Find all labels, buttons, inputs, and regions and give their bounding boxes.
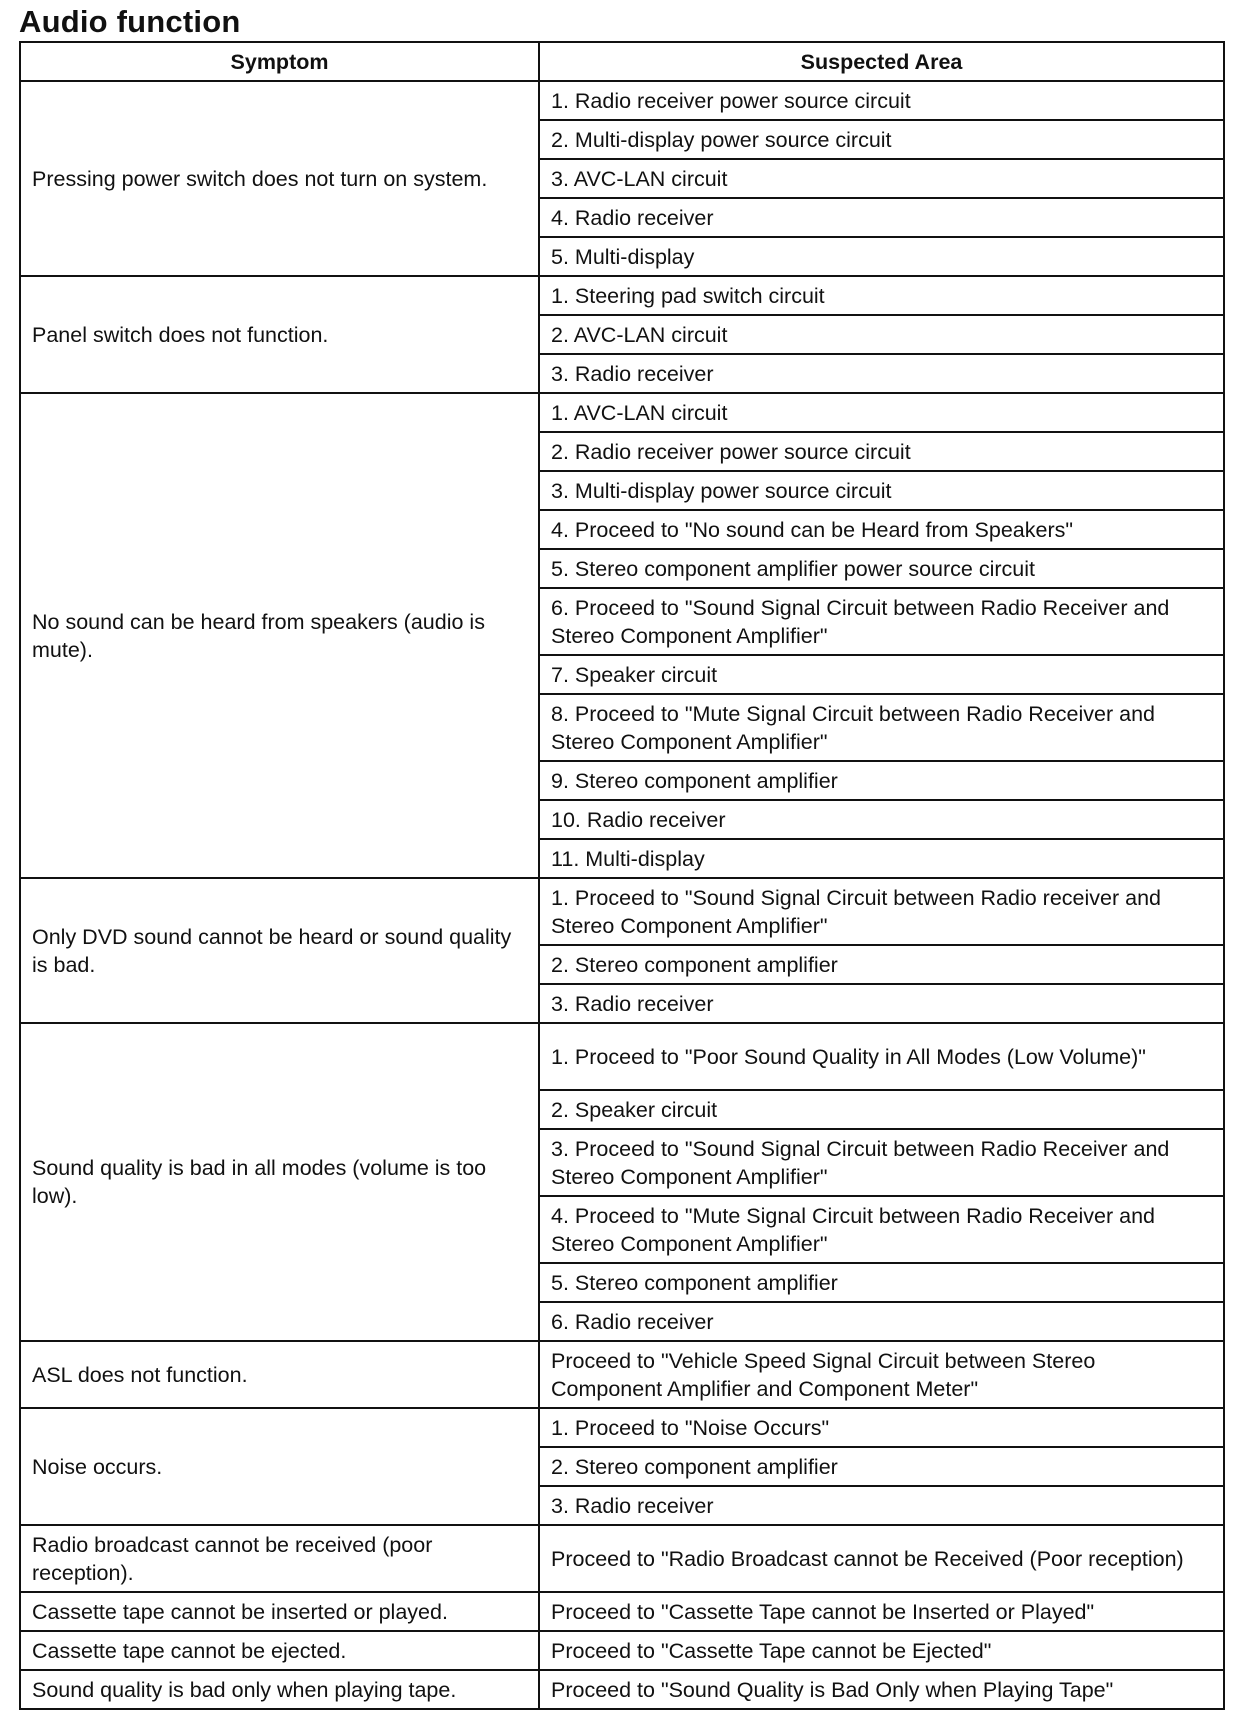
table-row [20,1023,1224,1090]
suspected-area-cell: 1. Radio receiver power source circuit [539,81,1224,120]
suspected-area-cell: 1. AVC-LAN circuit [539,393,1224,432]
suspected-area-cell: Proceed to "Cassette Tape cannot be Inserted or Played" [539,1592,1224,1631]
suspected-area-cell: 2. AVC-LAN circuit [539,315,1224,354]
suspected-area-cell: 3. AVC-LAN circuit [539,159,1224,198]
suspected-area-cell: 1. Proceed to "Noise Occurs" [539,1408,1224,1447]
suspected-area-cell: 2. Multi-display power source circuit [539,120,1224,159]
symptom-cell: No sound can be heard from speakers (audio is mute). [20,393,539,878]
suspected-area-cell: 6. Radio receiver [539,1302,1224,1341]
table-row [20,1341,1224,1408]
suspected-area-cell: 3. Multi-display power source circuit [539,471,1224,510]
page-title: Audio function [19,4,241,39]
suspected-area-cell: 6. Proceed to "Sound Signal Circuit between Radio Receiver and Stereo Component Amplifier" [539,588,1224,655]
suspected-area-cell: 8. Proceed to "Mute Signal Circuit between Radio Receiver and Stereo Component Amplifier" [539,694,1224,761]
suspected-area-cell: 2. Radio receiver power source circuit [539,432,1224,471]
suspected-area-cell: 2. Stereo component amplifier [539,1447,1224,1486]
symptom-cell: Cassette tape cannot be inserted or played. [20,1592,539,1631]
suspected-area-cell: 3. Radio receiver [539,354,1224,393]
suspected-area-cell: 1. Proceed to "Sound Signal Circuit between Radio receiver and Stereo Component Amplifier" [539,878,1224,945]
suspected-area-cell: 3. Radio receiver [539,984,1224,1023]
suspected-area-cell: 4. Proceed to "No sound can be Heard from Speakers" [539,510,1224,549]
symptom-cell: Noise occurs. [20,1408,539,1525]
table-header-row [20,42,1224,81]
symptom-cell: Sound quality is bad only when playing tape. [20,1670,539,1709]
suspected-area-cell: 3. Radio receiver [539,1486,1224,1525]
symptom-cell: Panel switch does not function. [20,276,539,393]
audio-troubleshooting-table [19,41,1225,1710]
suspected-area-cell: Proceed to "Vehicle Speed Signal Circuit between Stereo Component Amplifier and Component Meter" [539,1341,1224,1408]
symptom-cell: ASL does not function. [20,1341,539,1408]
table-row [20,878,1224,945]
table-row [20,1592,1224,1631]
suspected-area-cell: 4. Proceed to "Mute Signal Circuit between Radio Receiver and Stereo Component Amplifier" [539,1196,1224,1263]
symptom-cell: Radio broadcast cannot be received (poor reception). [20,1525,539,1592]
table-row [20,276,1224,315]
suspected-area-cell: 1. Steering pad switch circuit [539,276,1224,315]
suspected-area-cell: 4. Radio receiver [539,198,1224,237]
table-row [20,1525,1224,1592]
suspected-area-cell: Proceed to "Sound Quality is Bad Only when Playing Tape" [539,1670,1224,1709]
table-row [20,1670,1224,1709]
symptom-cell: Cassette tape cannot be ejected. [20,1631,539,1670]
symptom-cell: Only DVD sound cannot be heard or sound quality is bad. [20,878,539,1023]
suspected-area-cell: Proceed to "Cassette Tape cannot be Ejected" [539,1631,1224,1670]
suspected-area-cell: 5. Multi-display [539,237,1224,276]
suspected-area-cell: 5. Stereo component amplifier power source circuit [539,549,1224,588]
suspected-area-cell: 7. Speaker circuit [539,655,1224,694]
suspected-area-cell: 2. Stereo component amplifier [539,945,1224,984]
table-row [20,393,1224,432]
suspected-area-column-header: Suspected Area [539,42,1224,81]
table-row [20,81,1224,120]
suspected-area-cell: 9. Stereo component amplifier [539,761,1224,800]
suspected-area-cell: 3. Proceed to "Sound Signal Circuit between Radio Receiver and Stereo Component Amplifier" [539,1129,1224,1196]
symptom-column-header: Symptom [20,42,539,81]
suspected-area-cell: 2. Speaker circuit [539,1090,1224,1129]
suspected-area-cell: 11. Multi-display [539,839,1224,878]
table-row [20,1631,1224,1670]
symptom-cell: Sound quality is bad in all modes (volume is too low). [20,1023,539,1341]
symptom-cell: Pressing power switch does not turn on system. [20,81,539,276]
suspected-area-cell: 1. Proceed to "Poor Sound Quality in All Modes (Low Volume)" [539,1023,1224,1090]
suspected-area-cell: 5. Stereo component amplifier [539,1263,1224,1302]
table-row [20,1408,1224,1447]
suspected-area-cell: 10. Radio receiver [539,800,1224,839]
suspected-area-cell: Proceed to "Radio Broadcast cannot be Received (Poor reception) [539,1525,1224,1592]
table-body [20,81,1224,1709]
